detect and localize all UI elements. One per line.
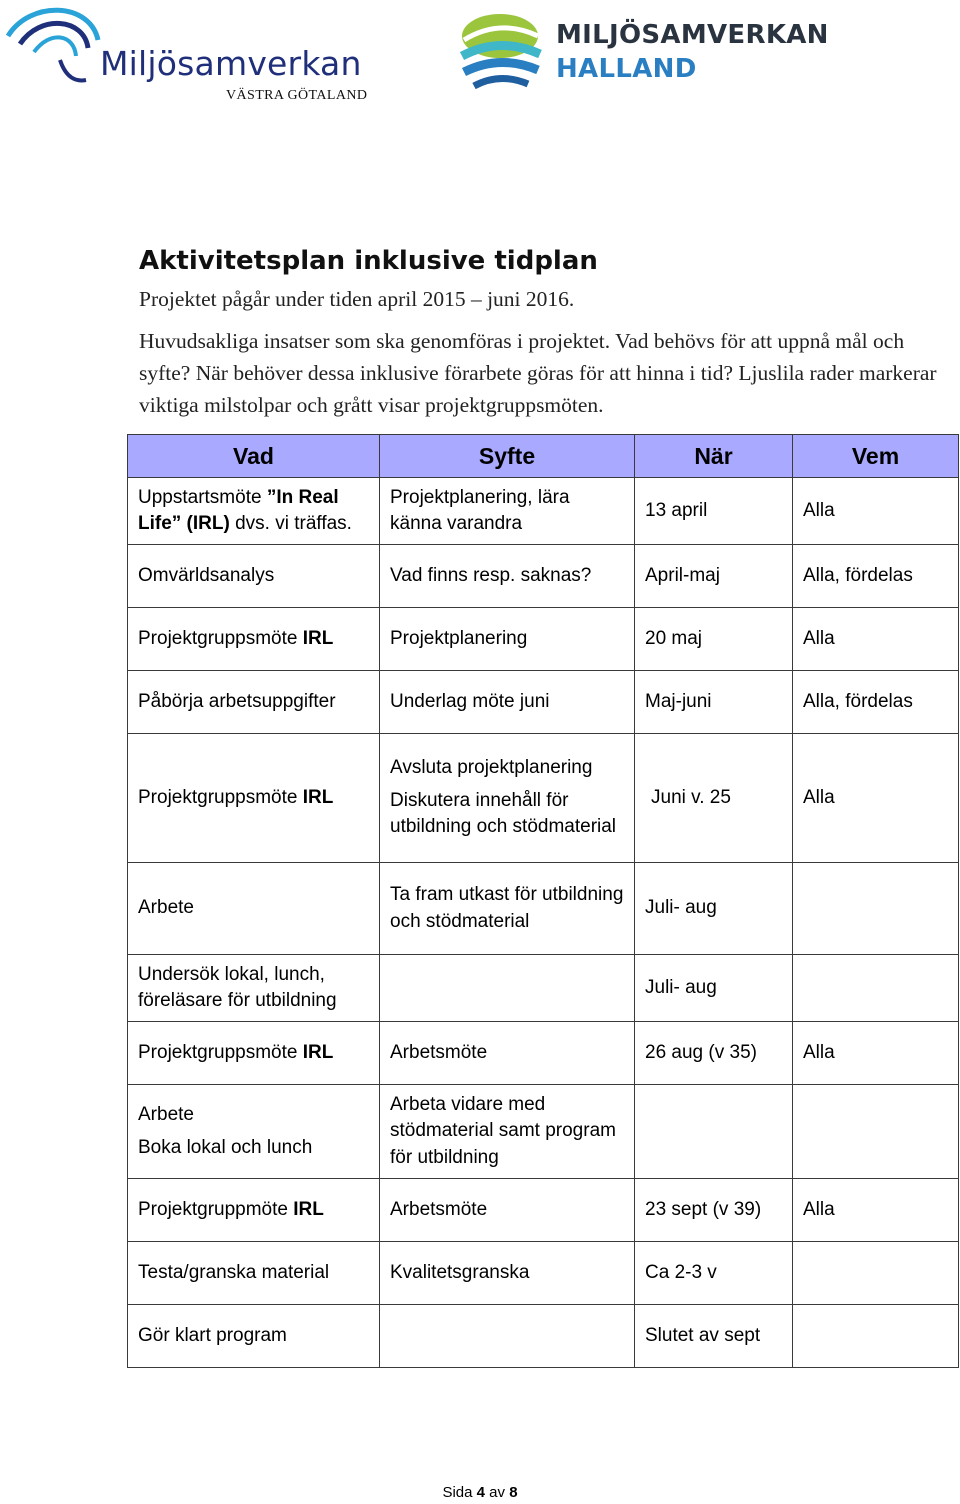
cell-syfte: Arbeta vidare med stödmaterial samt program för utbildning — [380, 1085, 635, 1179]
cell-text: Projektgruppsmöte — [138, 1041, 303, 1063]
table-row — [128, 955, 959, 1022]
cell-vad: Gör klart program — [128, 1305, 380, 1368]
table-row — [128, 478, 959, 545]
cell-text-bold: IRL — [302, 786, 334, 808]
cell-vad — [128, 608, 380, 671]
cell-nar: Maj-juni — [635, 671, 793, 734]
cell-vem — [793, 1305, 959, 1368]
cell-vem — [793, 955, 959, 1022]
table-row — [128, 1242, 959, 1305]
cell-nar: 26 aug (v 35) — [635, 1022, 793, 1085]
table-row — [128, 1022, 959, 1085]
wave-logo-icon — [0, 4, 110, 84]
footer-prefix: Sida — [442, 1484, 477, 1501]
footer-page-number: 4 — [476, 1484, 485, 1501]
cell-nar: April-maj — [635, 545, 793, 608]
header-nar: När — [635, 435, 793, 478]
footer-mid: av — [485, 1484, 510, 1501]
logo-miljosamverkan-vastra-gotaland — [0, 0, 380, 108]
cell-vad — [128, 734, 380, 863]
logo-left-name: Miljösamverkan — [100, 44, 362, 83]
cell-vem — [793, 1085, 959, 1179]
cell-vem: Alla, fördelas — [793, 545, 959, 608]
table-row — [128, 734, 959, 863]
cell-syfte — [380, 955, 635, 1022]
cell-syfte: Vad finns resp. saknas? — [380, 545, 635, 608]
cell-syfte: Ta fram utkast för utbildning och stödmaterial — [380, 863, 635, 955]
cell-vad — [128, 1179, 380, 1242]
cell-nar — [635, 1085, 793, 1179]
cell-nar: 13 april — [635, 478, 793, 545]
cell-nar: Juli- aug — [635, 863, 793, 955]
cell-text: dvs. vi träffas. — [229, 513, 352, 534]
cell-text: Projektgruppmöte — [138, 1198, 294, 1220]
cell-syfte: Kvalitetsgranska — [380, 1242, 635, 1305]
cell-text-bold: IRL — [293, 1198, 324, 1220]
cell-syfte: Projektplanering, lära känna varandra — [380, 478, 635, 545]
cell-nar: 23 sept (v 39) — [635, 1179, 793, 1242]
table-row — [128, 863, 959, 955]
table-header-row — [128, 435, 959, 478]
cell-line: Arbete — [138, 1104, 194, 1125]
table-row — [128, 1179, 959, 1242]
footer-page-total: 8 — [509, 1484, 518, 1501]
cell-vad: Arbete — [128, 863, 380, 955]
table-row — [128, 608, 959, 671]
cell-text-bold: ”In Real Life” (IRL) — [138, 486, 339, 534]
cell-vem: Alla — [793, 608, 959, 671]
cell-vad: Testa/granska material — [128, 1242, 380, 1305]
cell-syfte: Arbetsmöte — [380, 1022, 635, 1085]
cell-vem: Alla — [793, 478, 959, 545]
page-title: Aktivitetsplan inklusive tidplan — [139, 246, 598, 276]
header-vem: Vem — [793, 435, 959, 478]
cell-text: Projektgruppsmöte — [138, 627, 303, 649]
activity-plan-table — [127, 434, 959, 1368]
cell-text: Projektgruppsmöte — [138, 786, 303, 808]
cell-nar: Juni v. 25 — [635, 734, 793, 863]
intro-text: Huvudsakliga insatser som ska genomföras i projektet. Vad behövs för att uppnå mål och syfte? När behöver dessa inklusive förarbete göras för att hinna i tid? Ljuslila rader markerar viktiga milstolpar och grått visar projektgruppsmöten. — [139, 329, 937, 417]
cell-vem: Alla — [793, 1179, 959, 1242]
cell-vem: Alla — [793, 734, 959, 863]
cell-nar: Juli- aug — [635, 955, 793, 1022]
cell-line: Avsluta projektplanering — [390, 757, 593, 779]
cell-line: Diskutera innehåll för utbildning och stödmaterial — [390, 789, 617, 838]
cell-syfte — [380, 1305, 635, 1368]
cell-vem — [793, 863, 959, 955]
cell-syfte: Arbetsmöte — [380, 1179, 635, 1242]
table-row — [128, 545, 959, 608]
table-row — [128, 671, 959, 734]
leaf-logo-icon — [454, 10, 550, 100]
cell-text-bold: IRL — [302, 1041, 334, 1063]
page-footer — [0, 1484, 960, 1501]
cell-text-bold: IRL — [302, 627, 334, 649]
cell-nar: Ca 2-3 v — [635, 1242, 793, 1305]
logo-right-line1: MILJÖSAMVERKAN — [556, 20, 829, 50]
cell-vem — [793, 1242, 959, 1305]
cell-syfte: Underlag möte juni — [380, 671, 635, 734]
cell-vem: Alla — [793, 1022, 959, 1085]
cell-vad — [128, 1022, 380, 1085]
cell-vad: Påbörja arbetsuppgifter — [128, 671, 380, 734]
cell-vem: Alla, fördelas — [793, 671, 959, 734]
cell-syfte: Projektplanering — [380, 608, 635, 671]
period-text: Projektet pågår under tiden april 2015 – juni 2016. — [139, 287, 575, 311]
cell-nar: Slutet av sept — [635, 1305, 793, 1368]
cell-vad: Omvärldsanalys — [128, 545, 380, 608]
header-vad: Vad — [128, 435, 380, 478]
header-syfte: Syfte — [380, 435, 635, 478]
cell-vad — [128, 478, 380, 545]
cell-vad — [128, 1085, 380, 1179]
logo-miljosamverkan-halland — [450, 0, 829, 108]
table-row — [128, 1305, 959, 1368]
cell-syfte — [380, 734, 635, 863]
table-row — [128, 1085, 959, 1179]
cell-vad: Undersök lokal, lunch, föreläsare för utbildning — [128, 955, 380, 1022]
cell-nar: 20 maj — [635, 608, 793, 671]
cell-line: Boka lokal och lunch — [138, 1136, 313, 1158]
logo-left-region: VÄSTRA GÖTALAND — [226, 88, 368, 103]
logo-right-line2: HALLAND — [556, 54, 697, 84]
cell-text: Uppstartsmöte — [138, 486, 267, 508]
